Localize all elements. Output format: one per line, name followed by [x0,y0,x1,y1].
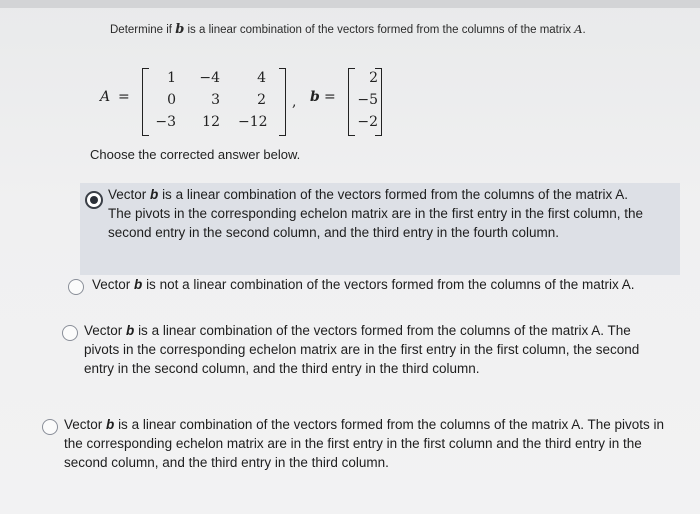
matrix-a-cell-r1c2: −4 [199,70,220,86]
matrix-a-cell-r3c1: −3 [155,114,176,130]
option-c-var: b [126,323,135,338]
vector-b-cell-r1: 2 [369,70,378,86]
option-b-text [92,275,652,294]
comma-separator: , [292,94,297,110]
option-d-var: b [106,417,115,432]
prompt-text: Choose the corrected answer below. [90,147,301,162]
matrix-a-cell-r1c3: 4 [257,70,266,86]
vector-b-cell-r2: −5 [357,92,378,108]
matrix-a-right-bracket [279,68,286,136]
option-d-lead: Vector [64,417,103,432]
option-a-lead: Vector [108,187,147,202]
equals-sign: = [118,89,130,105]
matrix-a-cell-r2c1: 0 [167,92,176,108]
option-d-radio[interactable] [42,419,58,435]
option-b-radio[interactable] [68,279,84,295]
question-middle: is a linear combination of the vectors formed from the columns of the matrix [187,24,571,36]
matrix-label: A [100,89,111,105]
matrix-equation [100,64,420,144]
option-c-body: is a linear combination of the vectors formed from the columns of the matrix A. The pivots in the corresponding echelon matrix are in the first entry in the first column, the second entry in the second column, and the third entry in the third column. [84,323,640,376]
vector-label: b [310,89,320,105]
equals-sign-2: = [324,89,336,105]
matrix-a [142,68,286,136]
question-matrix-var: A [574,22,583,36]
option-a-body: is a linear combination of the vectors formed from the columns of the matrix A. The pivots in the corresponding echelon matrix are in the first entry in the first column, the second entry in the second column, and the third entry in the fourth column. [108,187,644,240]
option-d-body: is a linear combination of the vectors formed from the columns of the matrix A. The pivots in the corresponding echelon matrix are in the first entry in the first column and the third entry in the second column, and the third entry in the third column. [64,417,665,470]
option-b-body: is not a linear combination of the vectors formed from the columns of the matrix A. [146,277,635,292]
question-text [110,22,650,38]
top-bar [0,0,700,8]
option-a[interactable] [80,183,680,275]
option-d[interactable] [40,415,680,505]
vector-b-cell-r3: −2 [357,114,378,130]
question-prefix: Determine if [110,24,172,36]
option-d-text [64,415,674,472]
question-suffix: . [582,24,586,36]
matrix-a-cell-r2c3: 2 [257,92,266,108]
option-c-radio[interactable] [62,325,78,341]
option-a-text [108,185,653,242]
matrix-a-cell-r2c2: 3 [211,92,220,108]
question-vector-var: b [175,22,185,37]
option-a-radio[interactable] [85,191,103,209]
option-b-var: b [134,277,143,292]
option-b[interactable] [66,275,666,319]
matrix-a-cell-r1c1: 1 [167,70,176,86]
option-b-lead: Vector [92,277,131,292]
matrix-a-cell-r3c3: −12 [238,114,268,130]
option-c-text [84,321,664,378]
vector-b [348,68,382,136]
option-c-lead: Vector [84,323,123,338]
option-a-var: b [150,187,159,202]
matrix-a-cell-r3c2: 12 [202,114,220,130]
option-c[interactable] [60,321,670,403]
